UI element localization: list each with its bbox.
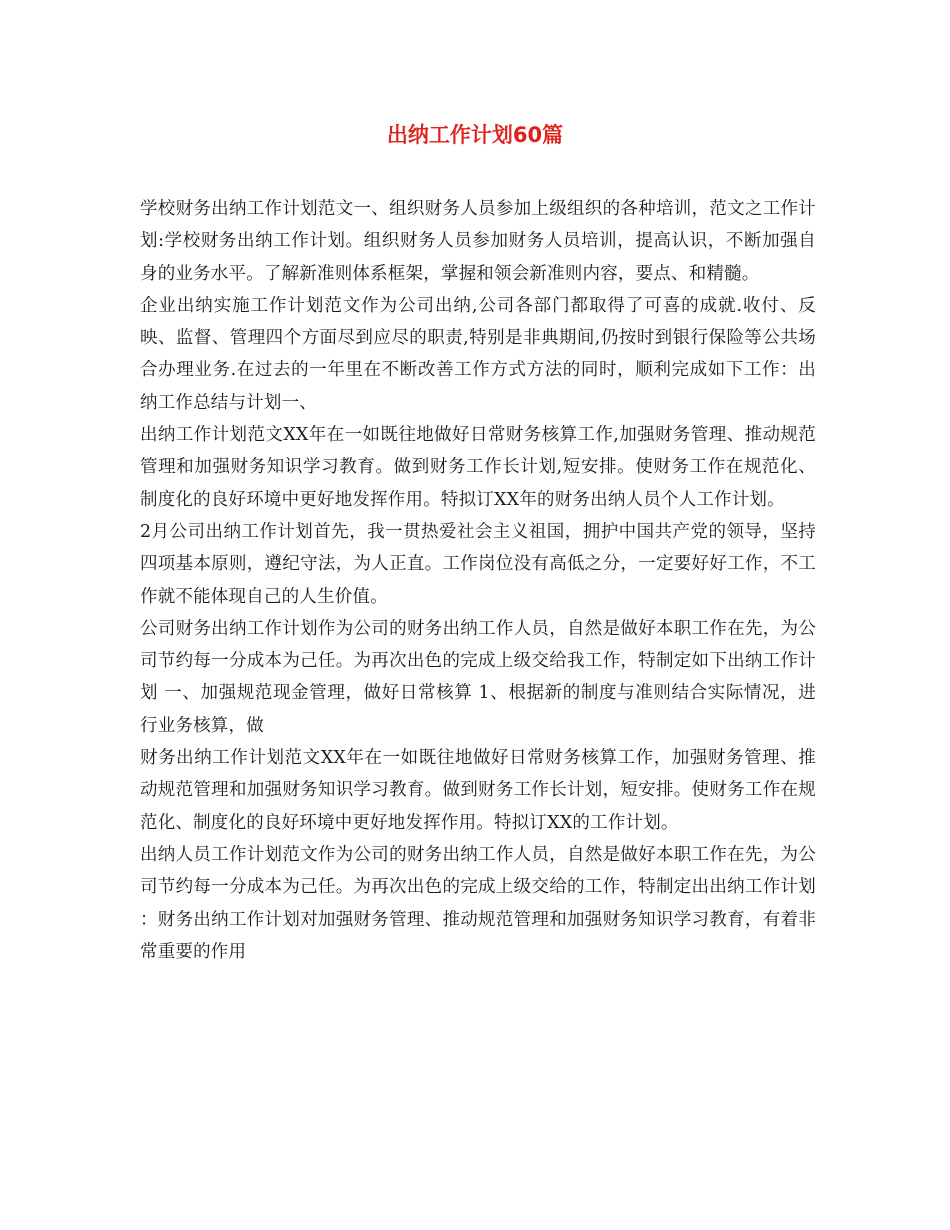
paragraph: 2月公司出纳工作计划首先，我一贯热爱社会主义祖国，拥护中国共产党的领导，坚持四项基本原则，遵纪守法，为人正直。工作岗位没有高低之分，一定要好好工作，不工作就不能体现自己的人生价值。 <box>140 521 816 607</box>
document-body <box>140 193 822 968</box>
paragraph: 企业出纳实施工作计划范文作为公司出纳,公司各部门都取得了可喜的成就.收付、反映、监督、管理四个方面尽到应尽的职责,特别是非典期间,仍按时到银行保险等公共场合办理业务.在过去的一年里在不断改善工作方式方法的同时，顺利完成如下工作：出纳工作总结与计划一、 <box>140 295 816 413</box>
paragraph: 出纳人员工作计划范文作为公司的财务出纳工作人员，自然是做好本职工作在先，为公司节约每一分成本为己任。为再次出色的完成上级交给的工作，特制定出出纳工作计划 ：财务出纳工作计划对加强财务管理、推动规范管理和加强财务知识学习教育，有着非常重要的作用 <box>140 844 822 962</box>
paragraph: 学校财务出纳工作计划范文一、组织财务人员参加上级组织的各种培训，范文之工作计划:学校财务出纳工作计划。组织财务人员参加财务人员培训，提高认识，不断加强自身的业务水平。了解新准则体系框架，掌握和领会新准则内容，要点、和精髓。 <box>140 199 816 284</box>
paragraph: 公司财务出纳工作计划作为公司的财务出纳工作人员，自然是做好本职工作在先，为公司节约每一分成本为己任。为再次出色的完成上级交给我工作，特制定如下出纳工作计划 一、加强规范现金管理，做好日常核算 1、根据新的制度与准则结合实际情况，进行业务核算，做 <box>140 618 816 736</box>
paragraph: 出纳工作计划范文XX年在一如既往地做好日常财务核算工作,加强财务管理、推动规范管理和加强财务知识学习教育。做到财务工作长计划,短安排。使财务工作在规范化、制度化的良好环境中更好地发挥作用。特拟订XX年的财务出纳人员个人工作计划。 <box>140 425 816 510</box>
paragraph: 财务出纳工作计划范文XX年在一如既往地做好日常财务核算工作，加强财务管理、推动规范管理和加强财务知识学习教育。做到财务工作长计划，短安排。使财务工作在规范化、制度化的良好环境中更好地发挥作用。特拟订XX的工作计划。 <box>140 748 816 833</box>
document-title: 出纳工作计划60篇 <box>386 123 564 147</box>
